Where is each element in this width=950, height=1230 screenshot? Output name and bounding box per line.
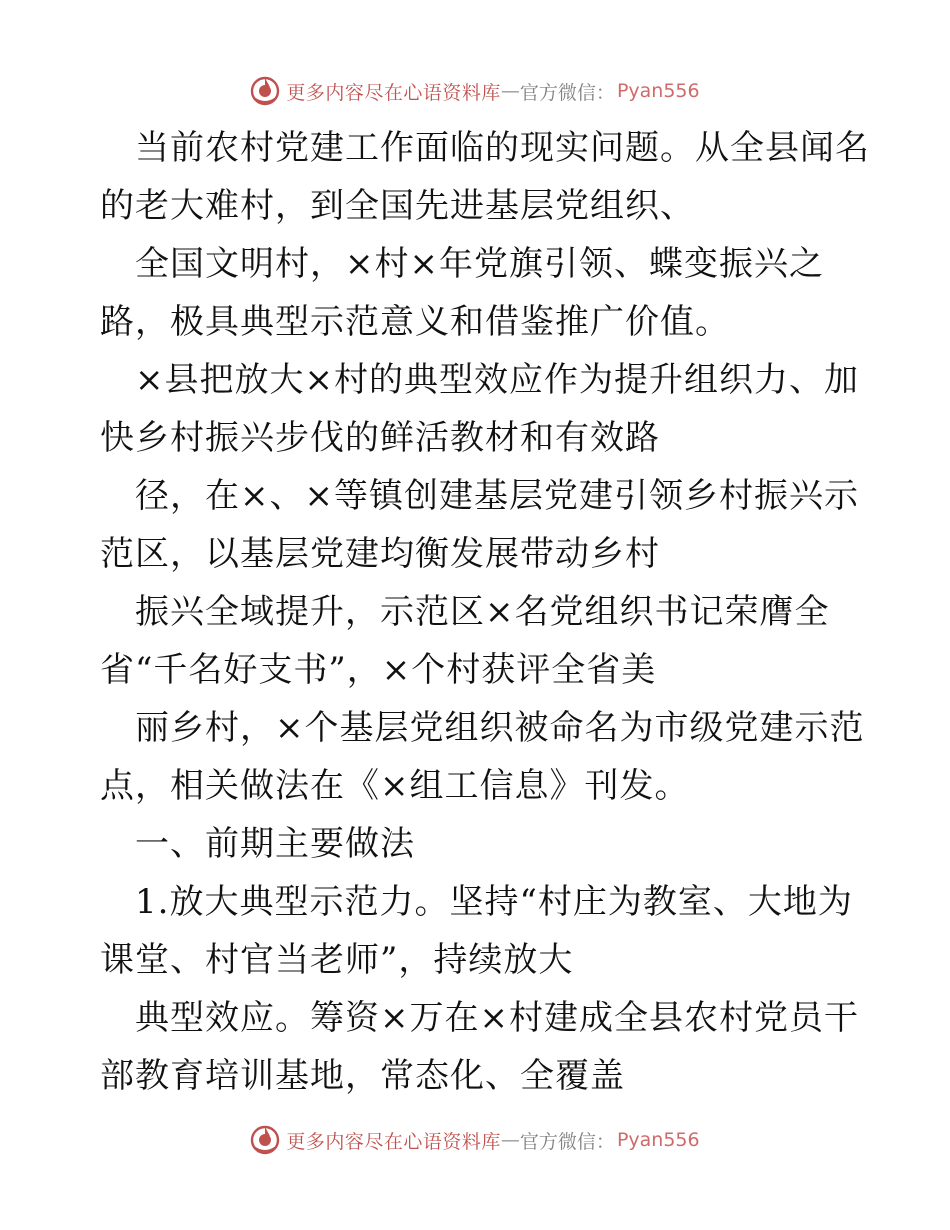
banner-title: 更多内容尽在心语资料库	[286, 81, 501, 104]
banner-wechat-id: Pyan556	[616, 80, 700, 102]
footer-watermark-banner	[0, 1123, 950, 1157]
paragraph-line: 全国文明村，×村×年党旗引领、蝶变振兴之	[135, 244, 824, 284]
banner-separator: —	[500, 1129, 520, 1151]
paragraph-line: 快乡村振兴步伐的鲜活教材和有效路	[100, 418, 660, 458]
banner-separator: —	[500, 80, 520, 102]
paragraph-line: 振兴全域提升，示范区×名党组织书记荣膺全	[135, 592, 830, 632]
section-heading: 一、前期主要做法	[135, 824, 415, 864]
paragraph-line: 当前农村党建工作面临的现实问题。从全县闻名	[135, 128, 870, 168]
header-watermark-banner	[0, 74, 950, 108]
banner-wechat-label: 官方微信：	[519, 1130, 615, 1153]
paragraph-line: 丽乡村，×个基层党组织被命名为市级党建示范	[135, 708, 865, 748]
paragraph-line: 课堂、村官当老师”，持续放大	[100, 940, 574, 980]
paragraph-line: 点，相关做法在《×组工信息》刊发。	[100, 766, 690, 806]
paragraph-line: ×县把放大×村的典型效应作为提升组织力、加	[135, 360, 859, 400]
paragraph-line: 省“千名好支书”，×个村获评全省美	[100, 650, 657, 690]
banner-title: 更多内容尽在心语资料库	[286, 1130, 501, 1153]
paragraph-line: 典型效应。筹资×万在×村建成全县农村党员干	[135, 998, 859, 1038]
banner-wechat-label: 官方微信：	[519, 81, 615, 104]
paragraph-line: 部教育培训基地，常态化、全覆盖	[100, 1056, 625, 1096]
paragraph-line: 的老大难村，到全国先进基层党组织、	[100, 186, 695, 226]
paragraph-line: 1.放大典型示范力。坚持“村庄为教室、大地为	[135, 882, 853, 922]
brand-logo-icon	[250, 1125, 280, 1155]
paragraph-line: 路，极具典型示范意义和借鉴推广价值。	[100, 302, 730, 342]
banner-wechat-id: Pyan556	[616, 1129, 700, 1151]
paragraph-line: 范区，以基层党建均衡发展带动乡村	[100, 534, 660, 574]
brand-logo-icon	[250, 76, 280, 106]
paragraph-line: 径，在×、×等镇创建基层党建引领乡村振兴示	[135, 476, 859, 516]
